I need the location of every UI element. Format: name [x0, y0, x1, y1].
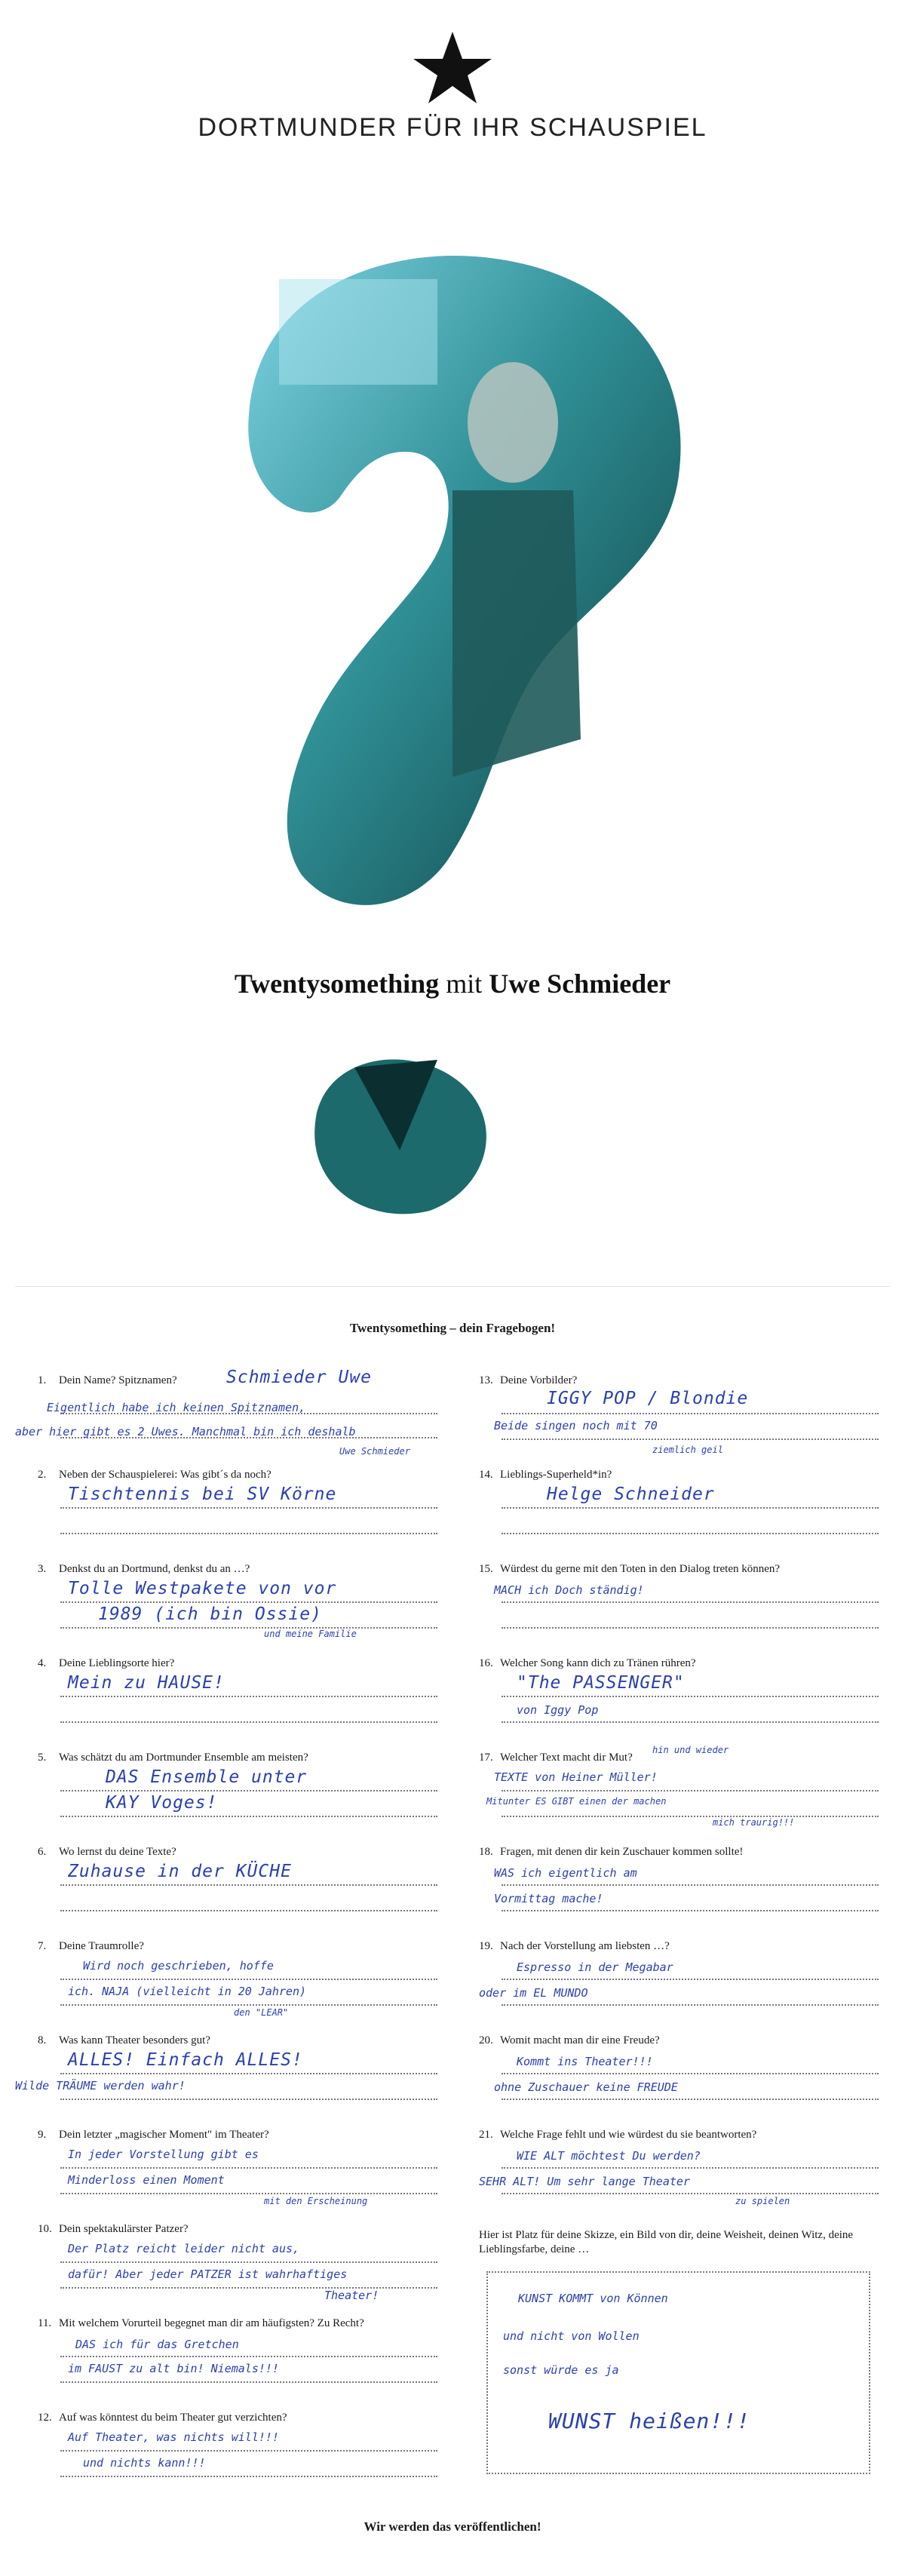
- answer-line-1: Mein zu HAUSE!: [68, 1673, 225, 1693]
- question-number: 21.: [479, 2129, 493, 2141]
- answer-line-2: von Iggy Pop: [517, 1703, 599, 1717]
- question-4: [38, 1656, 437, 1751]
- answer-line-1: Helge Schneider: [547, 1485, 715, 1504]
- sketch-line-3: sonst würde es ja: [503, 2363, 619, 2377]
- answer-note: Uwe Schmieder: [339, 1446, 410, 1457]
- questions-left-column: [15, 1368, 437, 2505]
- question-text: Welcher Song kann dich zu Tränen rühren?: [500, 1657, 696, 1669]
- sketch-intro: Hier ist Platz für deine Skizze, ein Bild von dir, deine Weisheit, deinen Witz, deine Lieblingsfarbe, deine …: [479, 2229, 854, 2255]
- answer-note: Theater!: [324, 2289, 379, 2302]
- answer-line-2: SEHR ALT! Um sehr lange Theater: [479, 2175, 690, 2188]
- question-6: [38, 1845, 437, 1939]
- answer-note: zu spielen: [735, 2196, 790, 2206]
- answer-line-1: TEXTE von Heiner Müller!: [494, 1770, 658, 1784]
- question-21: [479, 2128, 879, 2222]
- answer-line-1: WAS ich eigentlich am: [494, 1866, 637, 1880]
- answer-line-1: Auf Theater, was nichts will!!!: [68, 2430, 279, 2444]
- answer-line-1: "The PASSENGER": [517, 1673, 685, 1693]
- question-2: [38, 1468, 437, 1562]
- answer-note-2: mich traurig!!!: [713, 1817, 795, 1828]
- answer-line-1: MACH ich Doch ständig!: [494, 1583, 644, 1597]
- answer-line-1: Tischtennis bei SV Körne: [68, 1485, 337, 1504]
- question-number: 6.: [38, 1846, 47, 1858]
- question-text: Fragen, mit denen dir kein Zuschauer kommen sollte!: [500, 1846, 744, 1858]
- answer-line-1: Kommt ins Theater!!!: [517, 2055, 653, 2068]
- question-9: [38, 2128, 437, 2222]
- answer-note: den "LEAR": [234, 2007, 289, 2018]
- question-text: Mit welchem Vorurteil begegnet man dir am häufigsten? Zu Recht?: [59, 2317, 364, 2329]
- question-number: 15.: [479, 1563, 493, 1575]
- headline-name: Uwe Schmieder: [489, 969, 671, 999]
- answer-line-1: Der Platz reicht leider nicht aus,: [68, 2242, 300, 2255]
- questions-right-column: [479, 1374, 879, 2222]
- question-number: 3.: [38, 1563, 47, 1575]
- question-text: Welcher Text macht dir Mut?: [500, 1752, 633, 1764]
- question-text: Wo lernst du deine Texte?: [59, 1846, 176, 1858]
- answer-line-2: dafür! Aber jeder PATZER ist wahrhaftiges: [68, 2267, 348, 2281]
- question-15: [479, 1562, 879, 1656]
- headline: [0, 968, 905, 999]
- answer-line-2: KAY Voges!: [106, 1793, 218, 1813]
- question-text: Was schätzt du am Dortmunder Ensemble am meisten?: [59, 1752, 308, 1764]
- question-number: 7.: [38, 1940, 47, 1952]
- question-1: [15, 1368, 437, 1468]
- answer-line-2: Mitunter ES GIBT einen der machen: [486, 1796, 667, 1807]
- question-20: [479, 2034, 879, 2128]
- question-text: Deine Vorbilder?: [500, 1374, 578, 1386]
- answer-line-2: Minderloss einen Moment: [68, 2173, 225, 2187]
- question-text: Dein spektakulärster Patzer?: [59, 2223, 189, 2235]
- question-16: [479, 1656, 879, 1751]
- question-14: [479, 1468, 879, 1562]
- sketch-line-4: WUNST heißen!!!: [548, 2409, 750, 2433]
- sketch-line-1: KUNST KOMMT von Können: [518, 2292, 668, 2305]
- question-number: 17.: [479, 1752, 493, 1764]
- answer-line-1: Tolle Westpakete von vor: [68, 1579, 337, 1598]
- question-12: [38, 2411, 437, 2505]
- star-icon: [411, 30, 494, 106]
- question-18: [479, 1845, 879, 1939]
- answer-line-2: Wilde TRÄUME werden wahr!: [15, 2079, 186, 2092]
- answer-line-3: aber hier gibt es 2 Uwes. Manchmal bin ich deshalb: [15, 1425, 356, 1438]
- answer-note: mit den Erscheinung: [264, 2196, 368, 2206]
- answer-line-1: Zuhause in der KÜCHE: [68, 1862, 292, 1881]
- answer-line-2: und nichts kann!!!: [83, 2456, 206, 2470]
- question-8: [15, 2034, 437, 2128]
- question-number: 12.: [38, 2412, 52, 2424]
- question-7: [38, 1939, 437, 2034]
- question-mark-photo: [226, 249, 709, 958]
- answer-line-2: Vormittag mache!: [494, 1892, 603, 1905]
- question-text: Welche Frage fehlt und wie würdest du sie beantworten?: [500, 2129, 757, 2141]
- question-3: [38, 1562, 437, 1656]
- question-text: Dein letzter „magischer Moment" im Theater?: [59, 2129, 269, 2141]
- question-number: 18.: [479, 1846, 493, 1858]
- answer-note: und meine Familie: [264, 1629, 357, 1639]
- question-17: [479, 1745, 879, 1845]
- question-text: Neben der Schauspielerei: Was gibt´s da noch?: [59, 1469, 272, 1481]
- sketch-line-2: und nicht von Wollen: [503, 2329, 640, 2343]
- question-text: Dein Name? Spitznamen?: [59, 1374, 177, 1386]
- question-number: 14.: [479, 1469, 493, 1481]
- questionnaire: [15, 1286, 890, 2569]
- answer-line-2: Eigentlich habe ich keinen Spitznamen,: [47, 1401, 306, 1414]
- question-number: 10.: [38, 2223, 52, 2235]
- question-11: [38, 2317, 437, 2411]
- question-number: 16.: [479, 1657, 493, 1669]
- question-number: 8.: [38, 2034, 47, 2046]
- question-text: Was kann Theater besonders gut?: [59, 2034, 210, 2046]
- answer-line-1: DAS Ensemble unter: [106, 1767, 308, 1787]
- question-number: 19.: [479, 1940, 493, 1952]
- answer-line-2: im FAUST zu alt bin! Niemals!!!: [68, 2362, 279, 2375]
- brand-title: DORTMUNDER FÜR IHR SCHAUSPIEL: [198, 113, 707, 142]
- answer-line-2: 1989 (ich bin Ossie): [98, 1604, 322, 1624]
- answer-line-1: ALLES! Einfach ALLES!: [68, 2050, 303, 2070]
- question-number: 9.: [38, 2129, 47, 2141]
- question-text: Denkst du an Dortmund, denkst du an …?: [59, 1563, 250, 1575]
- question-5: [38, 1751, 437, 1845]
- question-number: 20.: [479, 2034, 493, 2046]
- answer-line-1: WIE ALT möchtest Du werden?: [517, 2149, 701, 2163]
- sketch-box: [486, 2271, 870, 2474]
- question-number: 4.: [38, 1657, 47, 1669]
- headline-connector: mit: [446, 969, 483, 999]
- answer-line-1: IGGY POP / Blondie: [547, 1389, 749, 1408]
- answer-line-2: ohne Zuschauer keine FREUDE: [494, 2080, 678, 2094]
- question-number: 13.: [479, 1374, 493, 1386]
- question-13: [479, 1374, 879, 1468]
- question-number: 5.: [38, 1752, 47, 1764]
- questionnaire-title: Twentysomething – dein Fragebogen!: [349, 1321, 556, 1335]
- question-number: 2.: [38, 1469, 47, 1481]
- question-10: [38, 2222, 437, 2317]
- question-text: Womit macht man dir eine Freude?: [500, 2034, 660, 2046]
- answer-note: ziemlich geil: [652, 1445, 723, 1455]
- question-number: 11.: [38, 2317, 52, 2329]
- answer-note: hin und wieder: [652, 1745, 729, 1755]
- question-text: Lieblings-Superheld*in?: [500, 1469, 612, 1481]
- answer-line-1: Wird noch geschrieben, hoffe: [83, 1959, 274, 1973]
- footer-note: Wir werden das veröffentlichen!: [364, 2519, 541, 2534]
- question-text: Nach der Vorstellung am liebsten …?: [500, 1940, 670, 1952]
- answer-line-2: Beide singen noch mit 70: [494, 1419, 658, 1432]
- question-text: Deine Traumrolle?: [59, 1940, 144, 1952]
- question-text: Würdest du gerne mit den Toten in den Dialog treten können?: [500, 1563, 781, 1575]
- question-text: Auf was könntest du beim Theater gut verzichten?: [59, 2412, 287, 2424]
- answer-line-1: DAS ich für das Gretchen: [75, 2338, 239, 2351]
- answer-line-2: oder im EL MUNDO: [479, 1986, 588, 2000]
- headline-title: Twentysomething: [234, 969, 440, 999]
- answer-line-1: In jeder Vorstellung gibt es: [68, 2148, 259, 2161]
- answer-line-1: Schmieder Uwe: [226, 1368, 373, 1387]
- answer-line-2: ich. NAJA (vielleicht in 20 Jahren): [68, 1985, 307, 1998]
- question-number: 1.: [38, 1374, 47, 1386]
- question-mark-dot-photo: [287, 1037, 513, 1226]
- question-text: Deine Lieblingsorte hier?: [59, 1657, 175, 1669]
- answer-line-1: Espresso in der Megabar: [517, 1960, 673, 1974]
- question-19: [479, 1939, 879, 2034]
